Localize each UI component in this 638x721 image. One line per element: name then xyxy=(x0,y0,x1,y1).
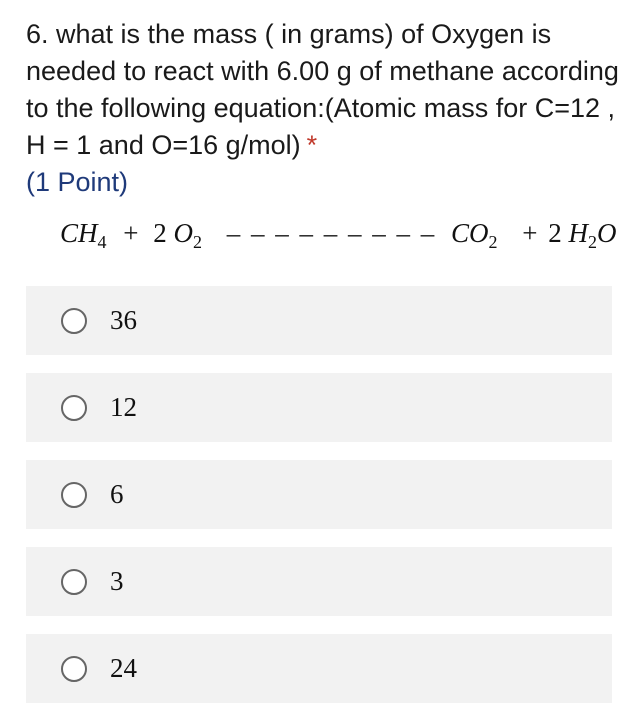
reactant-o2: 2 $O_2$ xyxy=(153,218,202,252)
answer-options xyxy=(26,286,612,721)
product-h2o: 2 $H_2O$ xyxy=(548,218,617,252)
chemical-equation xyxy=(60,218,617,252)
reactant-ch4: $CH_4$ xyxy=(60,218,107,252)
option-label: 36 xyxy=(110,305,137,335)
option-label: 3 xyxy=(110,566,124,596)
required-marker: * xyxy=(306,130,318,160)
radio-button-icon[interactable] xyxy=(61,482,87,508)
question-text: 6. what is the mass ( in grams) of Oxygen is needed to react with 6.00 g of methane according to the following equation:(Atomic mass for C=12 , H = 1 and O=16 g/mol) xyxy=(26,19,619,160)
plus-sign: + xyxy=(522,218,538,248)
option-label: 24 xyxy=(110,653,137,683)
radio-button-icon[interactable] xyxy=(61,395,87,421)
option-label: 12 xyxy=(110,392,137,422)
question-points: (1 Point) xyxy=(26,167,129,197)
option-6[interactable] xyxy=(26,460,612,529)
radio-button-icon[interactable] xyxy=(61,656,87,682)
option-12[interactable] xyxy=(26,373,612,442)
option-label: 6 xyxy=(110,479,124,509)
radio-button-icon[interactable] xyxy=(61,308,87,334)
option-36[interactable] xyxy=(26,286,612,355)
product-co2: $CO_2$ xyxy=(451,218,498,252)
option-24[interactable] xyxy=(26,634,612,703)
plus-sign: + xyxy=(123,218,139,248)
radio-button-icon[interactable] xyxy=(61,569,87,595)
reaction-arrow: – – – – – – – – – xyxy=(226,218,437,248)
question-block xyxy=(26,16,626,201)
option-3[interactable] xyxy=(26,547,612,616)
